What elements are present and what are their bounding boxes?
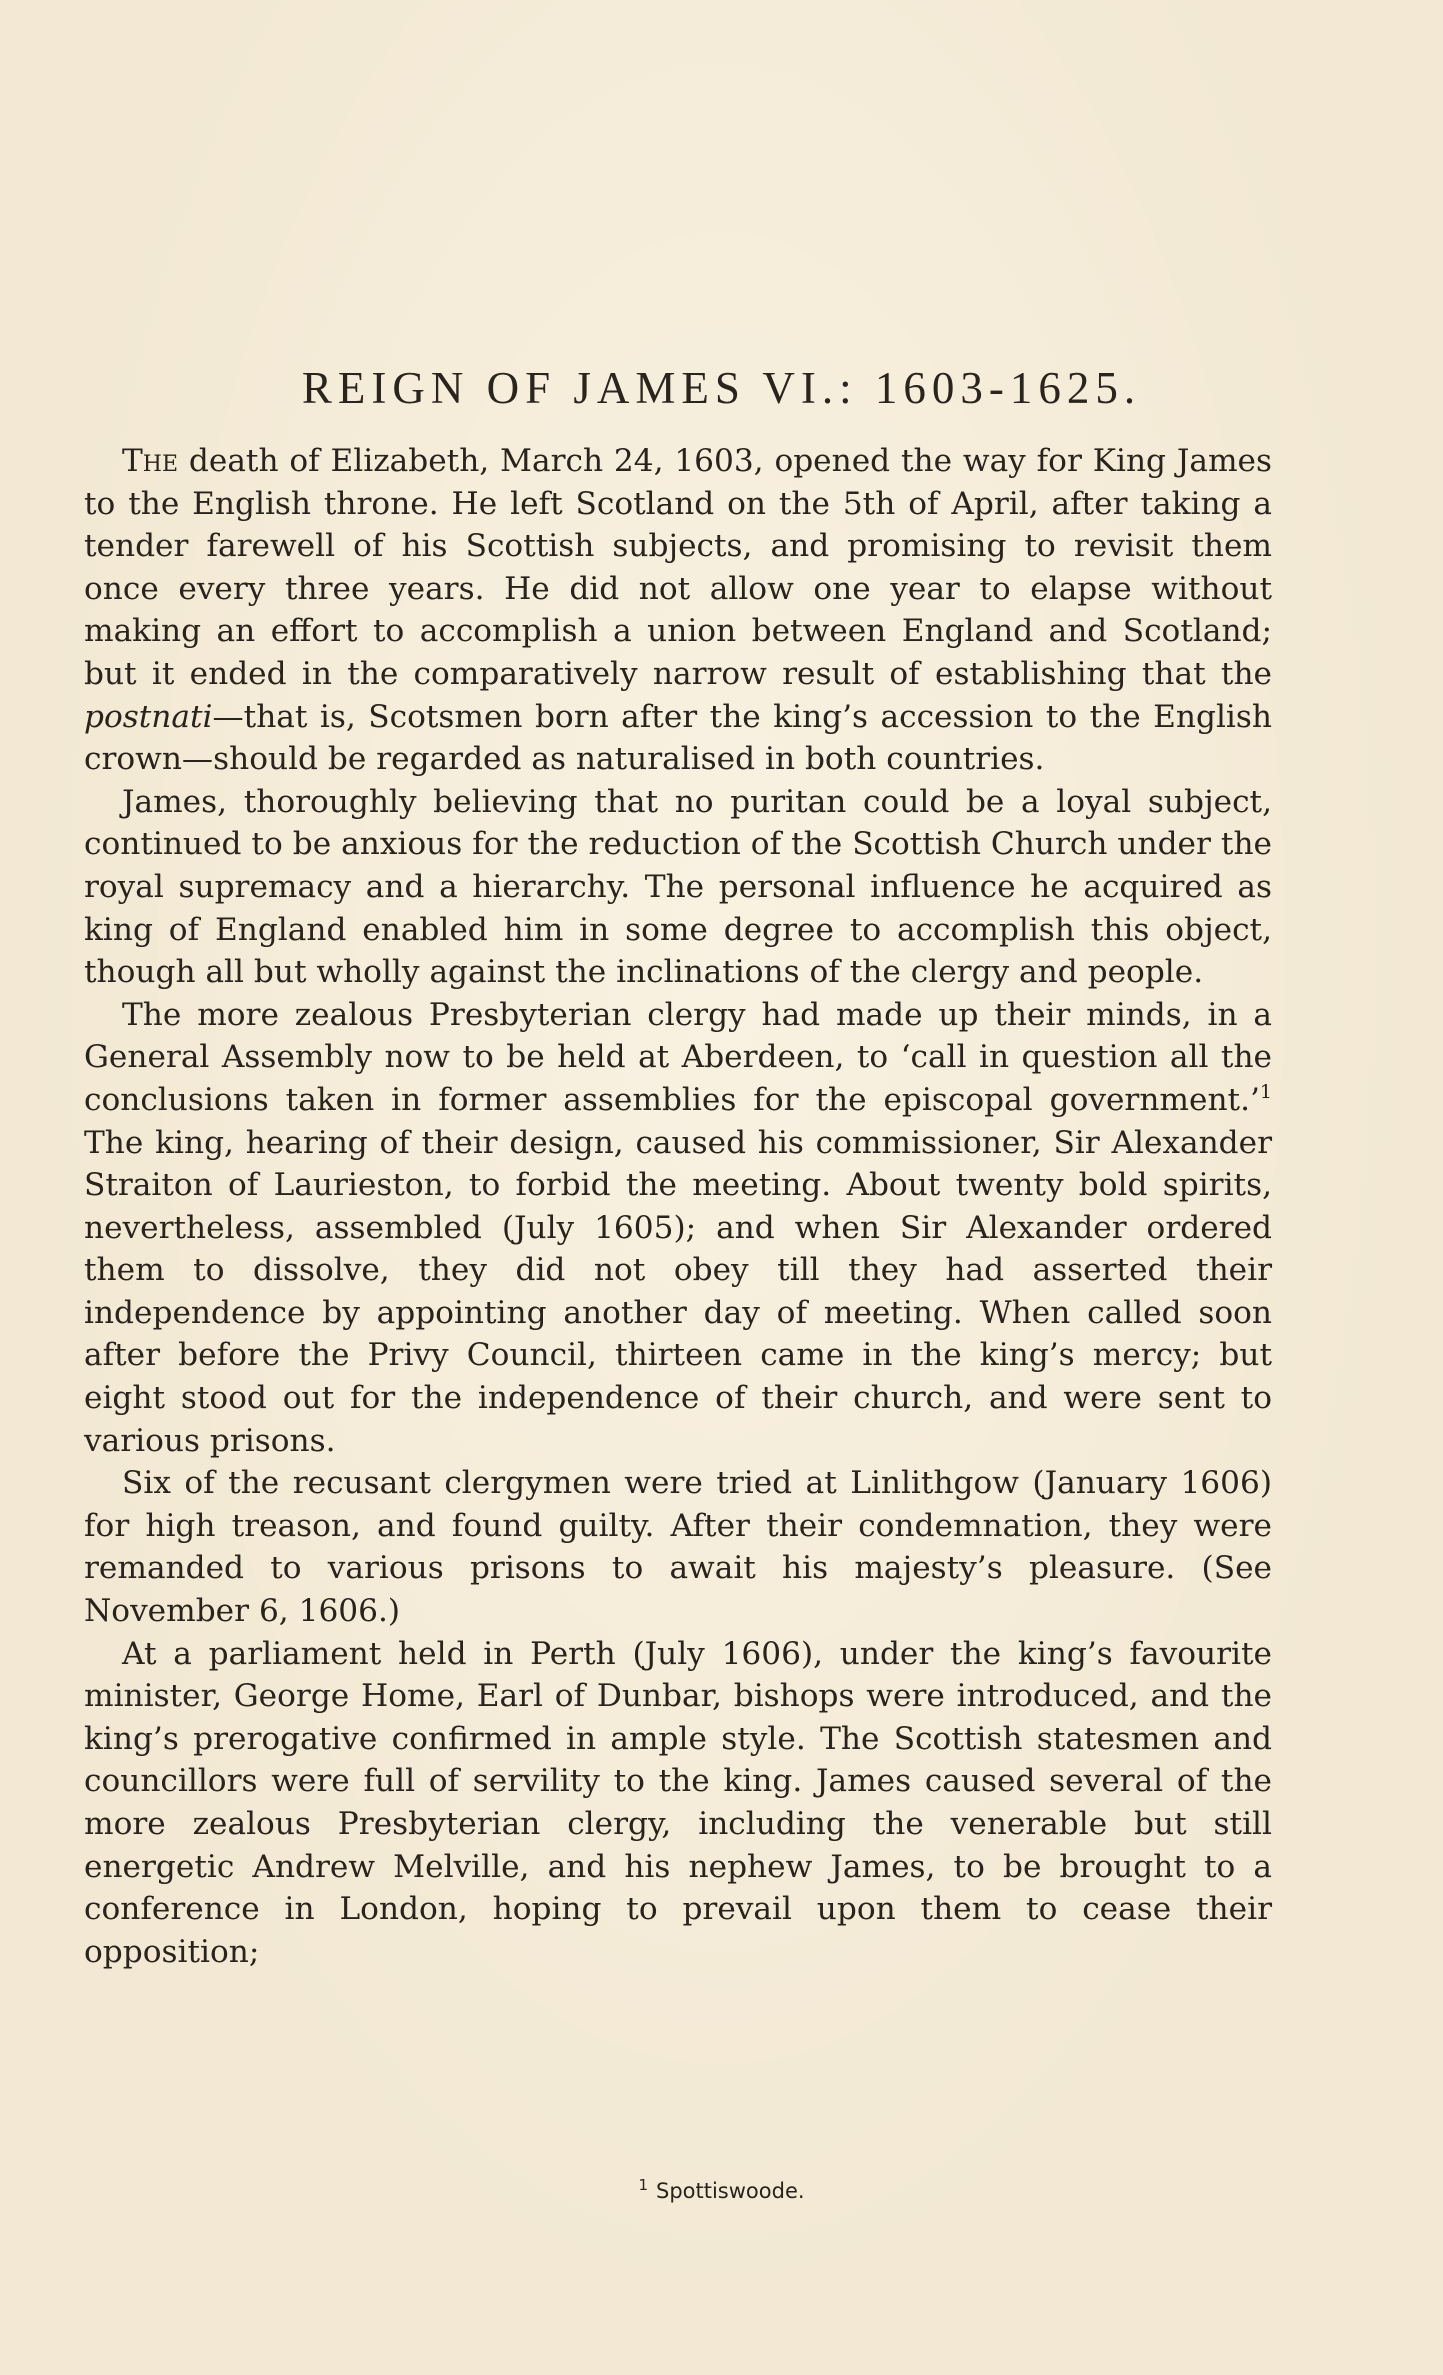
- footnote-mark: 1: [638, 2176, 648, 2194]
- footnote: [0, 2170, 1443, 2206]
- chapter-title: REIGN OF JAMES VI.: 1603-1625.: [301, 363, 1142, 413]
- paragraph-1-lead-word: The: [122, 443, 179, 479]
- paragraph-3-text-b: The king, hearing of their design, caused his commissioner, Sir Alexander Straiton of Laurieston, to forbid the meeting. About twenty bold spirits, nevertheless, assembled (July 1605); and when Sir Alexander ordered them to dissolve, they did not obey till they had asserted their independence by appointing another day of meeting. When called soon after before the Privy Council, thirteen came in the king’s mercy; but eight stood out for the independence of their church, and were sent to various prisons.: [84, 1124, 1272, 1459]
- paragraph-1: [84, 440, 1272, 781]
- paragraph-1-text-b: —that is, Scotsmen born after the king’s accession to the English crown—should be regarded as naturalised in both countries.: [84, 698, 1272, 778]
- paragraph-4: Six of the recusant clergymen were tried at Linlithgow (January 1606) for high treason, and found guilty. After their condemnation, they were remanded to various prisons to await his majesty’s pleasure. (See November 6, 1606.): [84, 1465, 1272, 1630]
- footnote-text: Spottiswoode.: [655, 2179, 805, 2203]
- paragraph-1-italic-term: postnati: [84, 698, 213, 735]
- paragraph-1-text-a: death of Elizabeth, March 24, 1603, opened the way for King James to the English throne. He left Scotland on the 5th of April, after taking a tender farewell of his Scottish subjects, and promising to revisit them once every three years. He did not allow one year to elapse without making an effort to accomplish a union between England and Scotland; but it ended in the comparatively narrow result of establishing that the: [84, 443, 1272, 692]
- paragraph-5: At a parliament held in Perth (July 1606), under the king’s favourite minister, George Home, Earl of Dunbar, bishops were introduced, and the king’s prerogative confirmed in ample style. The Scottish statesmen and councillors were full of servility to the king. James caused several of the more zealous Presbyterian clergy, including the venerable but still energetic Andrew Melville, and his nephew James, to be brought to a conference in London, hoping to prevail upon them to cease their opposition;: [84, 1635, 1272, 1970]
- paragraph-3-text-a: The more zealous Presbyterian clergy had made up their minds, in a General Assembly now to be held at Aberdeen, to ‘call in question all the conclusions taken in former assemblies for the episcopal government.’: [84, 996, 1272, 1118]
- paragraph-3: [84, 994, 1272, 1463]
- paragraph-2: James, thoroughly believing that no puritan could be a loyal subject, continued to be anxious for the reduction of the Scottish Church under the royal supremacy and a hierarchy. The personal influence he acquired as king of England enabled him in some degree to accomplish this object, though all but wholly against the inclinations of the clergy and people.: [84, 783, 1272, 991]
- body-text: [84, 440, 1272, 1973]
- footnote-reference: 1: [1259, 1080, 1272, 1103]
